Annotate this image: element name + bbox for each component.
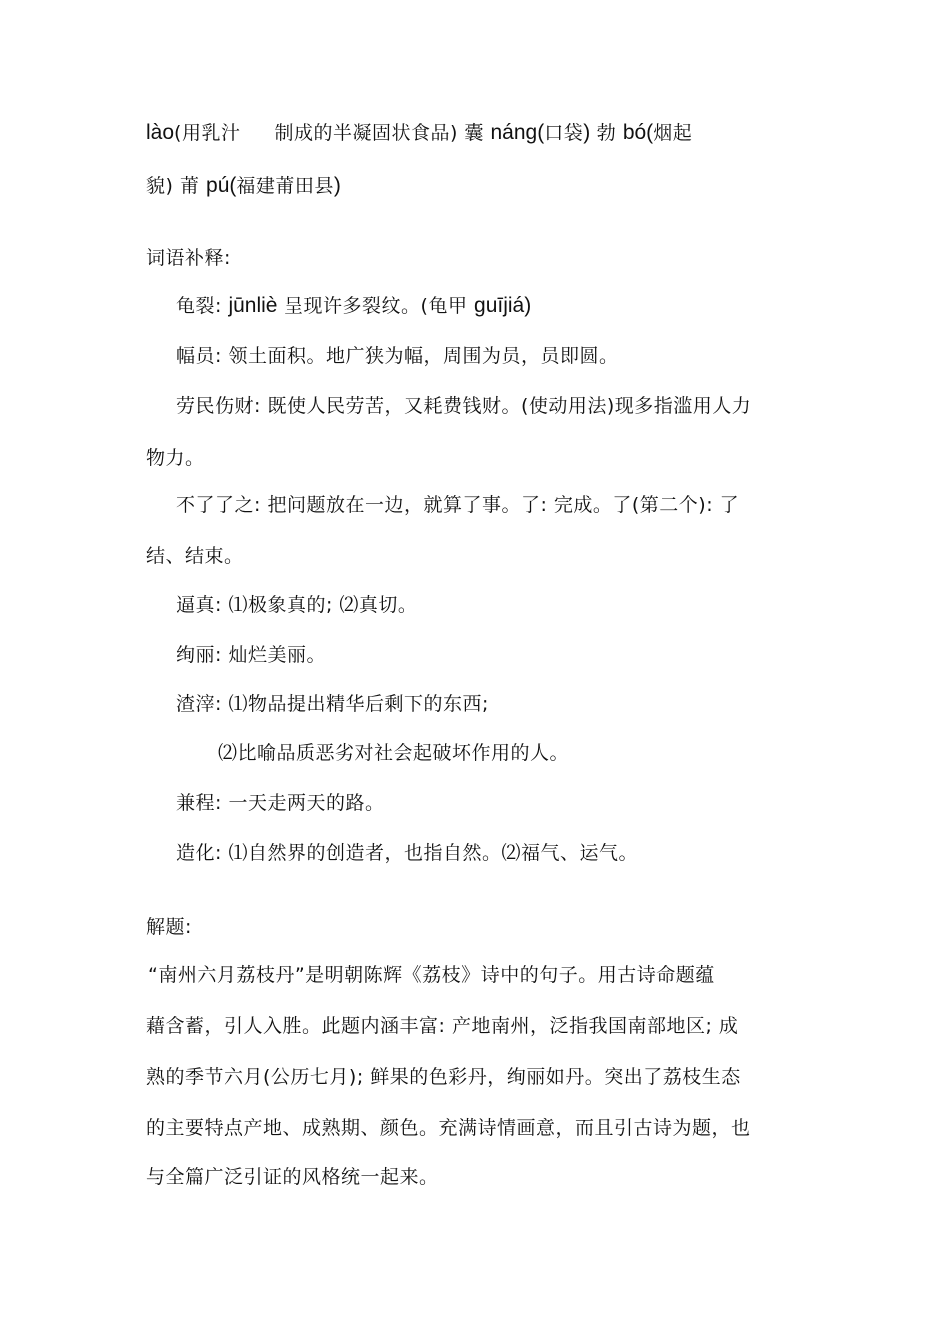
- pinyin-guijia: guījiá: [474, 294, 525, 317]
- jieti-line-5: 与全篇广泛引证的风格统一起来。: [146, 1166, 439, 1188]
- jieti-line-1: “南州六月荔枝丹”是明朝陈辉《荔枝》诗中的句子。用古诗命题蕴: [148, 964, 715, 986]
- jieti-line-2: 藉含蓄，引人入胜。此题内涵丰富: 产地南州，泛指我国南部地区; 成: [146, 1015, 739, 1037]
- vocab-jiancheng: 兼程: 一天走两天的路。: [176, 792, 385, 814]
- char-pu: 莆: [179, 175, 200, 197]
- vocab-zaohua: 造化: ⑴自然界的创造者，也指自然。⑵福气、运气。: [176, 842, 638, 864]
- pinyin-line-2: 貌) 莆 pú(福建莆田县): [146, 174, 341, 197]
- pinyin-nang: náng(: [490, 121, 545, 144]
- jieti-line-3: 熟的季节六月(公历七月); 鲜果的色彩丹，绚丽如丹。突出了荔枝生态: [146, 1066, 741, 1088]
- gloss-lao-rest: 制成的半凝固状食品): [274, 122, 458, 144]
- pinyin-line-1: lào(用乳汁 制成的半凝固状食品) 囊 náng(口袋) 勃 bó(烟起: [146, 121, 693, 144]
- vocab-xuanli: 绚丽: 灿烂美丽。: [176, 644, 326, 666]
- vocab-laomin-line1: 劳民伤财: 既使人民劳苦，又耗费钱财。(使动用法)现多指滥用人力: [176, 395, 752, 417]
- vocab-fuyuan: 幅员: 领土面积。地广狭为幅，周围为员，员即圆。: [176, 345, 619, 367]
- pinyin-bo: bó(: [622, 121, 654, 144]
- vocab-bizhen: 逼真: ⑴极象真的; ⑵真切。: [176, 594, 418, 616]
- term-junlie: 龟裂:: [176, 295, 222, 317]
- char-bo: 勃: [596, 122, 617, 144]
- gloss-pu: 福建莆田县: [236, 175, 334, 197]
- gloss-nang: 口袋: [544, 122, 584, 144]
- vocab-heading: 词语补释:: [146, 247, 231, 269]
- vocab-laomin-line2: 物力。: [146, 447, 205, 469]
- pinyin-junlie: jūnliè: [228, 294, 278, 317]
- gloss-lao: (用乳汁: [174, 122, 241, 144]
- pinyin-lao: lào: [146, 121, 175, 144]
- gloss-bo-end: 貌): [146, 175, 174, 197]
- pinyin-pu: pú(: [206, 174, 237, 197]
- def-junlie: 呈现许多裂纹。(龟甲: [284, 295, 468, 317]
- vocab-buliao-line1: 不了了之: 把问题放在一边，就算了事。了: 完成。了(第二个): 了: [176, 494, 740, 516]
- vocab-zhazi-line2: ⑵比喻品质恶劣对社会起破坏作用的人。: [218, 742, 570, 764]
- vocab-junlie: 龟裂: jūnliè 呈现许多裂纹。(龟甲 guījiá): [176, 294, 532, 317]
- jieti-line-4: 的主要特点产地、成熟期、颜色。充满诗情画意，而且引古诗为题，也: [146, 1117, 751, 1139]
- vocab-zhazi-line1: 渣滓: ⑴物品提出精华后剩下的东西;: [176, 693, 489, 715]
- gloss-bo: 烟起: [653, 122, 693, 144]
- vocab-buliao-line2: 结、结束。: [146, 545, 244, 567]
- char-nang: 囊: [464, 122, 484, 144]
- jieti-heading: 解题:: [146, 916, 192, 938]
